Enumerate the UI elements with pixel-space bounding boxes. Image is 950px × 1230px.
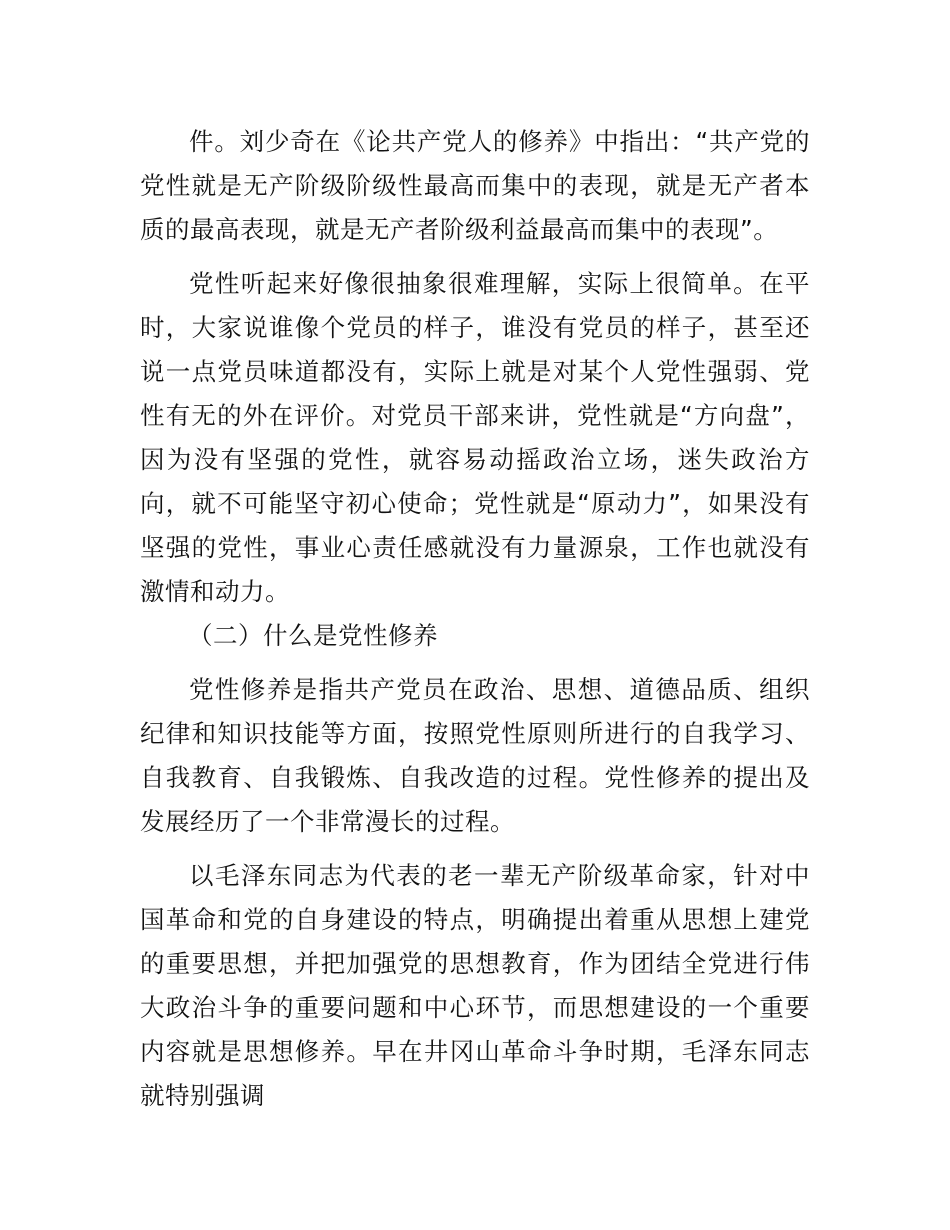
paragraph-2: 党性听起来好像很抽象很难理解，实际上很简单。在平时，大家说谁像个党员的样子，谁没有党员的样子，甚至还说一点党员味道都没有，实际上就是对某个人党性强弱、党性有无的外在评价。对党员干部来讲，党性就是“方向盘”，因为没有坚强的党性，就容易动摇政治立场，迷失政治方向，就不可能坚守初心使命；党性就是“原动力”，如果没有坚强的党性，事业心责任感就没有力量源泉，工作也就没有激情和动力。 [140, 269, 810, 606]
document-body [140, 120, 810, 1118]
section-heading: （二）什么是党性修养 [188, 621, 438, 650]
paragraph-4: 以毛泽东同志为代表的老一辈无产阶级革命家，针对中国革命和党的自身建设的特点，明确提出着重从思想上建党的重要思想，并把加强党的思想教育，作为团结全党进行伟大政治斗争的重要问题和中心环节，而思想建设的一个重要内容就是思想修养。早在井冈山革命斗争时期，毛泽东同志就特别强调 [140, 861, 810, 1110]
paragraph-3: 党性修养是指共产党员在政治、思想、道德品质、组织纪律和知识技能等方面，按照党性原则所进行的自我学习、自我教育、自我锻炼、自我改造的过程。党性修养的提出及发展经历了一个非常漫长的过程。 [140, 675, 810, 836]
paragraph-1-continuation: 件。刘少奇在《论共产党人的修养》中指出：“共产党的党性就是无产阶级阶级性最高而集中的表现，就是无产者本质的最高表现，就是无产者阶级利益最高而集中的表现”。 [140, 127, 810, 244]
